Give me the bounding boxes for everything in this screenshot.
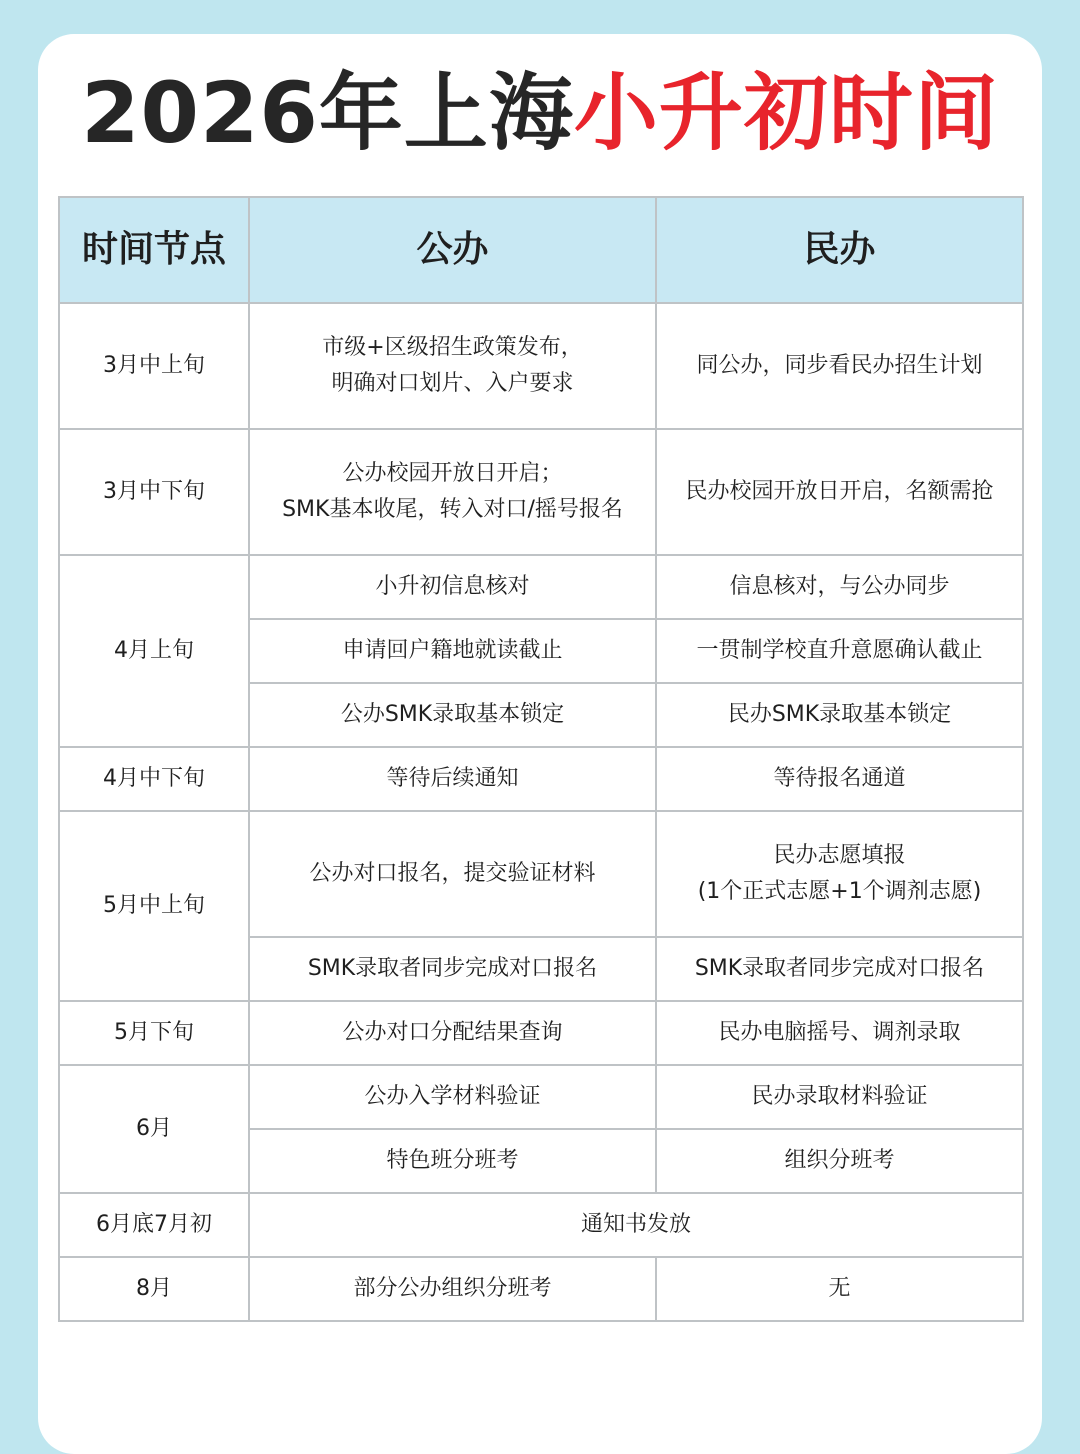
- public-cell: 公办入学材料验证: [249, 1065, 656, 1129]
- private-cell: 同公办，同步看民办招生计划: [656, 303, 1023, 429]
- public-cell: 特色班分班考: [249, 1129, 656, 1193]
- merged-cell: 通知书发放: [249, 1193, 1023, 1257]
- public-cell: [249, 303, 656, 429]
- page-title: [0, 46, 1080, 167]
- table-header-row: [59, 197, 1023, 303]
- public-cell: 公办对口分配结果查询: [249, 1001, 656, 1065]
- schedule-table: [58, 196, 1024, 1322]
- table-row: [59, 555, 1023, 619]
- public-cell: 公办SMK录取基本锁定: [249, 683, 656, 747]
- table-row: [59, 1065, 1023, 1129]
- table-row: [59, 1257, 1023, 1321]
- public-cell: 等待后续通知: [249, 747, 656, 811]
- public-cell: 申请回户籍地就读截止: [249, 619, 656, 683]
- header-private: 民办: [656, 197, 1023, 303]
- private-cell: 民办录取材料验证: [656, 1065, 1023, 1129]
- time-cell: 8月: [59, 1257, 249, 1321]
- private-cell: 组织分班考: [656, 1129, 1023, 1193]
- header-time-node: 时间节点: [59, 197, 249, 303]
- private-cell: 一贯制学校直升意愿确认截止: [656, 619, 1023, 683]
- private-line: 民办志愿填报: [773, 843, 906, 868]
- table-row: [59, 429, 1023, 555]
- table-row: [59, 1001, 1023, 1065]
- private-cell: 民办校园开放日开启，名额需抢: [656, 429, 1023, 555]
- table-row: [59, 747, 1023, 811]
- private-cell: 民办电脑摇号、调剂录取: [656, 1001, 1023, 1065]
- private-cell: 等待报名通道: [656, 747, 1023, 811]
- table-row: [59, 1193, 1023, 1257]
- table-row: [59, 811, 1023, 937]
- public-line: 公办校园开放日开启；: [342, 461, 563, 486]
- title-part-1: 2026年上海: [81, 64, 574, 162]
- private-cell: 民办SMK录取基本锁定: [656, 683, 1023, 747]
- private-cell: 无: [656, 1257, 1023, 1321]
- header-public: 公办: [249, 197, 656, 303]
- time-cell: 6月: [59, 1065, 249, 1193]
- time-cell: 4月中下旬: [59, 747, 249, 811]
- private-cell: SMK录取者同步完成对口报名: [656, 937, 1023, 1001]
- time-cell: 5月中上旬: [59, 811, 249, 1001]
- public-cell: 部分公办组织分班考: [249, 1257, 656, 1321]
- public-cell: SMK录取者同步完成对口报名: [249, 937, 656, 1001]
- time-cell: 5月下旬: [59, 1001, 249, 1065]
- public-cell: [249, 429, 656, 555]
- public-line: SMK基本收尾，转入对口/摇号报名: [282, 497, 623, 522]
- private-cell: 信息核对，与公办同步: [656, 555, 1023, 619]
- public-line: 明确对口划片、入户要求: [331, 371, 574, 396]
- time-cell: 6月底7月初: [59, 1193, 249, 1257]
- private-cell: [656, 811, 1023, 937]
- time-cell: 3月中下旬: [59, 429, 249, 555]
- public-line: 市级+区级招生政策发布，: [322, 335, 583, 360]
- private-line: (1个正式志愿+1个调剂志愿): [697, 879, 982, 904]
- public-cell: 小升初信息核对: [249, 555, 656, 619]
- table-row: [59, 303, 1023, 429]
- title-part-2: 小升初时间: [573, 64, 999, 162]
- time-cell: 3月中上旬: [59, 303, 249, 429]
- public-cell: 公办对口报名，提交验证材料: [249, 811, 656, 937]
- time-cell: 4月上旬: [59, 555, 249, 747]
